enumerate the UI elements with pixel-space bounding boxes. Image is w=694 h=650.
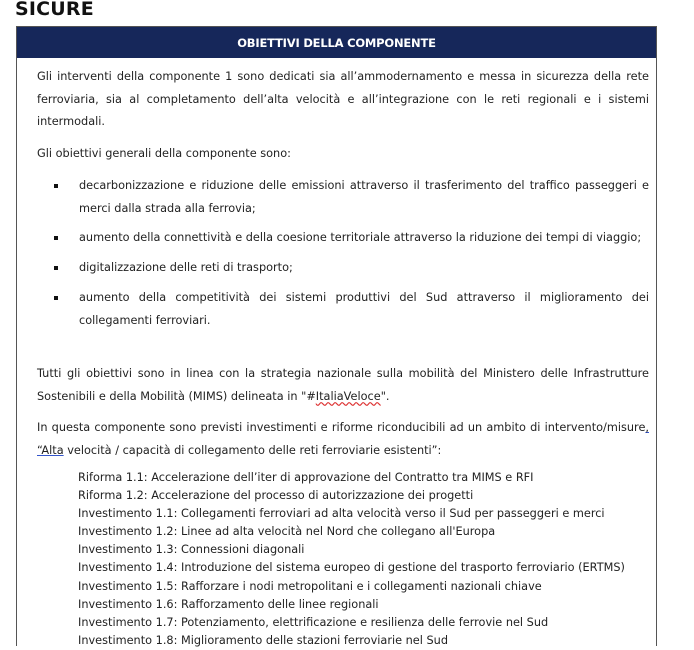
strategy-end: ". [380, 389, 390, 403]
scope-paragraph [37, 417, 649, 462]
scope-text: In questa componente sono previsti investimenti e riforme riconducibili ad un ambito di intervento/misure [37, 421, 646, 434]
strategy-text: Tutti gli obiettivi sono in linea con la strategia nazionale sulla mobilità del Ministero delle Infrastrutture Sostenibili e della Mobilità (MIMS) delineata in "# [37, 367, 649, 403]
bullet-icon [54, 184, 58, 188]
bullet-icon [54, 236, 58, 240]
objectives-box [16, 26, 657, 646]
objective-text: digitalizzazione delle reti di trasporto; [79, 261, 293, 274]
measure-item: Riforma 1.2: Accelerazione del processo di autorizzazione dei progetti [78, 489, 474, 503]
measure-item: Investimento 1.7: Potenziamento, elettrificazione e resilienza delle ferrovie nel Sud [78, 615, 549, 629]
page-heading: SICURE [15, 0, 94, 20]
strategy-tag: ItaliaVeloce [315, 389, 381, 403]
scope-text-end: velocità / capacità di collegamento delle reti ferroviarie esistenti”: [63, 443, 442, 457]
objectives-lead: Gli obiettivi generali della componente sono: [37, 147, 291, 160]
bullet-icon [54, 296, 58, 300]
measure-item: Investimento 1.5: Rafforzare i nodi metropolitani e i collegamenti nazionali chiave [78, 579, 542, 593]
measures-list [78, 469, 649, 650]
measure-item: Investimento 1.3: Connessioni diagonali [78, 543, 305, 557]
measure-item: Investimento 1.1: Collegamenti ferroviari ad alta velocità verso il Sud per passeggeri e merci [78, 507, 605, 521]
objective-text: aumento della competitività dei sistemi produttivi del Sud attraverso il miglioramento dei collegamenti ferroviari. [79, 291, 649, 327]
scope-link[interactable]: , “Alta [37, 421, 649, 457]
objective-text: aumento della connettività e della coesione territoriale attraverso la riduzione dei tempi di viaggio; [79, 231, 642, 244]
measure-item: Investimento 1.2: Linee ad alta velocità nel Nord che collegano all'Europa [78, 525, 496, 539]
box-header: OBIETTIVI DELLA COMPONENTE [17, 27, 656, 58]
measure-item: Investimento 1.8: Miglioramento delle stazioni ferroviarie nel Sud [78, 633, 448, 647]
measure-item: Riforma 1.1: Accelerazione dell’iter di approvazione del Contratto tra MIMS e RFI [78, 471, 534, 484]
objective-text: decarbonizzazione e riduzione delle emissioni attraverso il trasferimento del traffico passeggeri e merci dalla strada alla ferrovia; [79, 179, 649, 215]
measure-item: Investimento 1.4: Introduzione del sistema europeo di gestione del trasporto ferroviario (ERTMS) [78, 561, 625, 575]
bullet-icon [54, 266, 58, 270]
intro-paragraph: Gli interventi della componente 1 sono dedicati sia all’ammodernamento e messa in sicurezza della rete ferroviaria, sia al completamento dell’alta velocità e all’integrazione con le reti regionali e i sistemi intermodali. [37, 70, 649, 128]
strategy-paragraph [37, 363, 649, 408]
measure-item: Investimento 1.6: Rafforzamento delle linee regionali [78, 597, 379, 611]
